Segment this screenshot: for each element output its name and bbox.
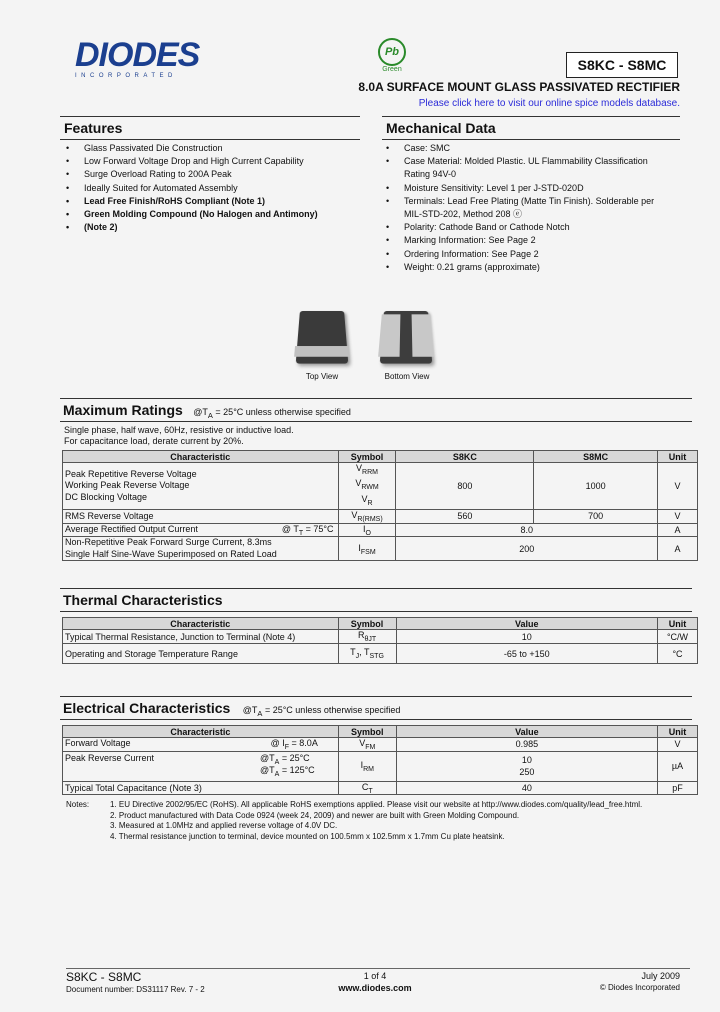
list-item-continuation: MIL-STD-202, Method 208 ⓔ [404,209,523,220]
pb-label: Green [382,66,402,73]
list-item: • Weight: 0.21 grams (approximate) [382,261,682,274]
bottom-view-caption: Bottom View [384,372,430,381]
list-item: • Polarity: Cathode Band or Cathode Notch [382,221,682,234]
table-cell: 800 [396,463,534,510]
spice-models-link[interactable]: Please click here to visit our online spice models database. [418,98,680,109]
list-item: • Case Material: Molded Plastic. UL Flammability Classification [382,155,682,168]
list-item: • Glass Passivated Die Construction [62,142,362,155]
notes-label: Notes: [66,800,90,809]
continuation-text: (Note 2) [84,222,118,233]
thermal-table [62,617,698,664]
bottom-view-image [382,308,430,362]
table-row: RMS Reverse Voltage $V_{R(RMS)}$ 560 700 V [63,509,698,523]
table-cell: RMS Reverse Voltage [63,509,339,523]
footer-docnum: Document number: DS31117 Rev. 7 - 2 [66,985,205,994]
list-item: • Ordering Information: See Page 2 [382,248,682,261]
package-bottom-icon [380,311,433,364]
note-line: For capacitance load, derate current by 20%. [64,436,244,446]
table-header-row: Characteristic Symbol Value Unit [63,618,698,630]
table-row: Average Rectified Output Current @ $T_T = 75^\circ C$ $I_O$ 8.0 A [63,523,698,537]
table-cell: A [658,523,698,537]
footer-date: July 2009 [641,971,680,981]
col-header: S8KC [396,451,534,463]
electrical-header [60,696,692,720]
diodes-logo[interactable] [75,38,205,78]
list-item: • Ideally Suited for Automated Assembly [62,182,362,195]
mechanical-list [382,142,682,274]
note-item: 2. Product manufactured with Data Code 0924 (week 24, 2009) and newer are built with Green Molding Compound. [110,810,520,820]
list-item: • Surge Overload Rating to 200A Peak [62,168,362,181]
table-row: Peak Repetitive Reverse Voltage Working Peak Reverse Voltage DC Blocking Voltage $V_{RRM}$ $V_{RWM}$ $V_R$ 800 1000 V [63,463,698,510]
table-cell: 200 [396,537,658,561]
table-cell: V [658,509,698,523]
footer-divider [66,968,690,969]
footer-page: 1 of 4 [363,971,387,981]
features-list [62,142,362,234]
document-subtitle: 8.0A SURFACE MOUNT GLASS PASSIVATED RECTIFIER [358,80,680,94]
table-row: Peak Reverse Current $@T_A = 25^\circ C$ $@T_A = 125^\circ C$ $I_{RM}$ 10 250 µA [63,751,698,781]
table-header-row: Characteristic Symbol Value Unit [63,726,698,738]
thermal-header [60,588,692,612]
col-header: Characteristic [63,451,339,463]
mechanical-title: Mechanical Data [382,116,680,140]
electrical-condition: $@T_A = 25^\circ C$ unless otherwise specified [242,705,401,718]
lead-free-green-icon [378,38,406,74]
table-cell: 8.0 [396,523,658,537]
top-view-image [298,308,346,362]
pb-symbol: Pb [378,38,406,66]
electrical-title: Electrical Characteristics [63,700,231,716]
table-header-row [63,451,698,463]
table-cell: V [658,463,698,510]
logo-subtext: INCORPORATED [75,73,177,79]
package-top-icon [296,311,349,364]
footer-part: S8KC - S8MC [66,970,142,984]
table-cell: A [658,537,698,561]
electrical-table [62,725,698,795]
max-ratings-table [62,450,698,561]
list-item: • Lead Free Finish/RoHS Compliant (Note 1) [62,195,362,208]
col-header: Symbol [338,451,396,463]
table-row: Typical Thermal Resistance, Junction to Terminal (Note 4) $R_{\theta JT}$ 10 °C/W [63,630,698,644]
table-row: Forward Voltage @ $I_F = 8.0A$ $V_{FM}$ 0.985 V [63,738,698,752]
list-item-continuation: Rating 94V-0 [404,169,457,180]
max-ratings-header [60,398,692,422]
table-cell: 700 [534,509,658,523]
footer-site-link[interactable]: www.diodes.com [338,983,412,993]
max-ratings-title: Maximum Ratings [63,402,183,418]
mechanical-section [382,116,680,140]
note-line: Single phase, half wave, 60Hz, resistive or inductive load. [64,425,294,435]
max-ratings-notes [64,425,294,447]
logo-text: DIODES [75,36,200,74]
table-cell: 560 [396,509,534,523]
table-row: Typical Total Capacitance (Note 3) $C_T$ 40 pF [63,781,698,795]
note-item: 1. EU Directive 2002/95/EC (RoHS). All applicable RoHS exemptions applied. Please visit our website at http://www.diodes.com/quality/lead_free.html. [110,800,643,809]
top-view-caption: Top View [305,372,339,381]
note-item: 3. Measured at 1.0MHz and applied reverse voltage of 4.0V DC. [110,821,338,830]
list-item: • Green Molding Compound (No Halogen and Antimony) [62,208,362,221]
features-title: Features [60,116,360,140]
list-item: • Low Forward Voltage Drop and High Current Capability [62,155,362,168]
table-row: Operating and Storage Temperature Range $T_J$, $T_{STG}$ -65 to +150 °C [63,644,698,664]
max-ratings-condition: $@T_A = 25^\circ C$ unless otherwise specified [193,407,351,420]
thermal-title: Thermal Characteristics [63,592,223,608]
note-item: 4. Thermal resistance junction to terminal, device mounted on 100.5mm x 102.5mm x 1.7mm Cu plate heatsink. [110,831,505,841]
list-item: • Marking Information: See Page 2 [382,234,682,247]
list-item: • Terminals: Lead Free Plating (Matte Tin Finish). Solderable per [382,195,682,208]
list-item-continuation [62,221,362,234]
list-item: • Case: SMC [382,142,682,155]
part-number-box: S8KC - S8MC [566,52,678,78]
notes-list [110,800,700,842]
col-header: Unit [658,451,698,463]
col-header: S8MC [534,451,658,463]
footer-copyright: © Diodes Incorporated [599,983,680,992]
table-row: Non-Repetitive Peak Forward Surge Current, 8.3ms Single Half Sine-Wave Superimposed on Rated Load $I_{FSM}$ 200 A [63,537,698,561]
list-item: • Moisture Sensitivity: Level 1 per J-STD-020D [382,182,682,195]
table-cell: 1000 [534,463,658,510]
features-section [60,116,360,140]
